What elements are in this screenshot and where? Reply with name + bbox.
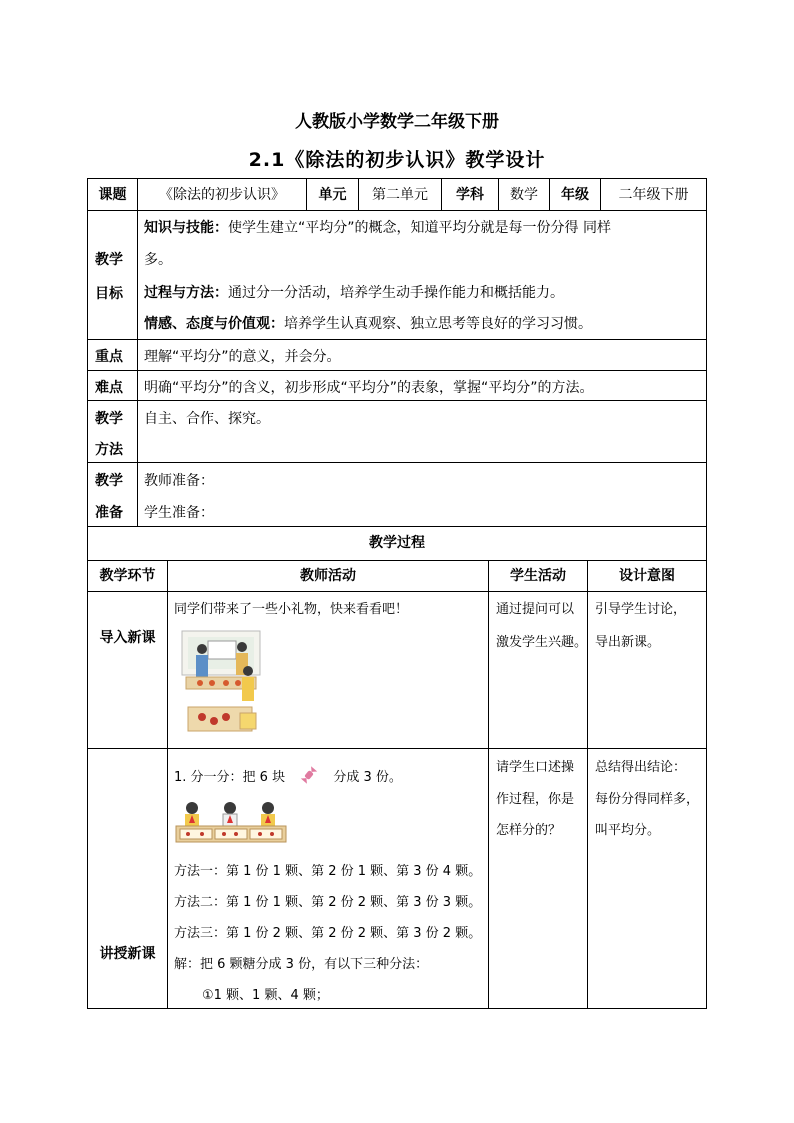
teach-stage: 讲授新课 xyxy=(99,946,156,962)
intro-teacher-text: 同学们带来了一些小礼物，快来看看吧！ xyxy=(174,602,409,617)
teach-task xyxy=(174,765,402,785)
knowledge-text-2: 多。 xyxy=(144,252,172,268)
intro-student-2: 激发学生兴趣。 xyxy=(496,635,588,650)
teach-intent-3: 叫平均分。 xyxy=(595,823,661,838)
teacher-prep: 教师准备： xyxy=(144,473,214,489)
difficulty-label: 难点 xyxy=(95,380,123,396)
children-dividing-illustration xyxy=(174,798,288,844)
method-1: 方法一：第 1 份 1 颗、第 2 份 1 颗、第 3 份 4 颗。 xyxy=(174,864,482,879)
intro-intent-1: 引导学生讨论， xyxy=(595,602,687,617)
teach-student-1: 请学生口述操 xyxy=(496,760,575,775)
option-1: ①1 颗、1 颗、4 颗； xyxy=(202,988,329,1003)
col-stage: 教学环节 xyxy=(99,568,156,584)
difficulty-text: 明确“平均分”的含义，初步形成“平均分”的表象，掌握“平均分”的方法。 xyxy=(144,380,594,396)
classroom-illustration xyxy=(178,627,266,739)
topic-value: 《除法的初步认识》 xyxy=(159,187,285,203)
grade-label: 年级 xyxy=(561,187,589,203)
emotion-text: 培养学生认真观察、独立思考等良好的学习习惯。 xyxy=(284,316,592,332)
unit-label: 单元 xyxy=(318,187,347,203)
col-intent: 设计意图 xyxy=(619,568,675,584)
process-objective xyxy=(144,282,564,302)
method-2: 方法二：第 1 份 1 颗、第 2 份 2 颗、第 3 份 3 颗。 xyxy=(174,895,482,910)
student-prep: 学生准备： xyxy=(144,505,214,521)
emotion-label: 情感、态度与价值观： xyxy=(144,316,284,332)
knowledge-objective xyxy=(144,217,611,237)
teach-intent-1: 总结得出结论： xyxy=(595,760,687,775)
col-student: 学生活动 xyxy=(510,568,566,584)
doc-subtitle: 2.1《除法的初步认识》教学设计 xyxy=(248,149,546,171)
subject-value: 数学 xyxy=(510,187,538,203)
emotion-objective xyxy=(144,313,592,333)
candy-icon xyxy=(299,765,319,785)
process-heading: 教学过程 xyxy=(369,535,425,551)
key-point-text: 理解“平均分”的意义，并会分。 xyxy=(144,349,341,365)
doc-title: 人教版小学数学二年级下册 xyxy=(295,112,499,132)
method-text: 自主、合作、探究。 xyxy=(144,411,270,427)
method-3: 方法三：第 1 份 2 颗、第 2 份 2 颗、第 3 份 2 颗。 xyxy=(174,926,482,941)
grade-value: 二年级下册 xyxy=(618,187,689,203)
intro-stage: 导入新课 xyxy=(99,630,156,646)
process-label: 过程与方法： xyxy=(144,285,228,301)
teach-student-3: 怎样分的？ xyxy=(496,823,562,838)
key-point-label: 重点 xyxy=(95,349,123,365)
topic-label: 课题 xyxy=(98,187,127,203)
knowledge-label: 知识与技能： xyxy=(144,220,228,236)
teach-intent-2: 每份分得同样多， xyxy=(595,792,700,807)
knowledge-text: 使学生建立“平均分”的概念，知道平均分就是每一份分得 同样 xyxy=(228,220,611,236)
objectives-label-1: 教学 xyxy=(95,252,123,268)
unit-value: 第二单元 xyxy=(372,187,428,203)
subject-label: 学科 xyxy=(456,187,484,203)
intro-student-1: 通过提问可以 xyxy=(496,602,575,617)
task-part-1: 1. 分一分：把 6 块 xyxy=(174,770,286,785)
process-text: 通过分一分活动，培养学生动手操作能力和概括能力。 xyxy=(228,285,564,301)
objectives-label-2: 目标 xyxy=(95,286,123,302)
intro-intent-2: 导出新课。 xyxy=(595,635,661,650)
col-teacher: 教师活动 xyxy=(300,568,356,584)
method-label-2: 方法 xyxy=(95,442,123,458)
task-part-2: 分成 3 份。 xyxy=(333,770,402,785)
prep-label-2: 准备 xyxy=(95,505,123,521)
teach-student-2: 作过程，你是 xyxy=(496,792,575,807)
prep-label-1: 教学 xyxy=(95,473,123,489)
method-label-1: 教学 xyxy=(95,411,123,427)
solution-text: 解：把 6 颗糖分成 3 份，有以下三种分法： xyxy=(174,957,429,972)
